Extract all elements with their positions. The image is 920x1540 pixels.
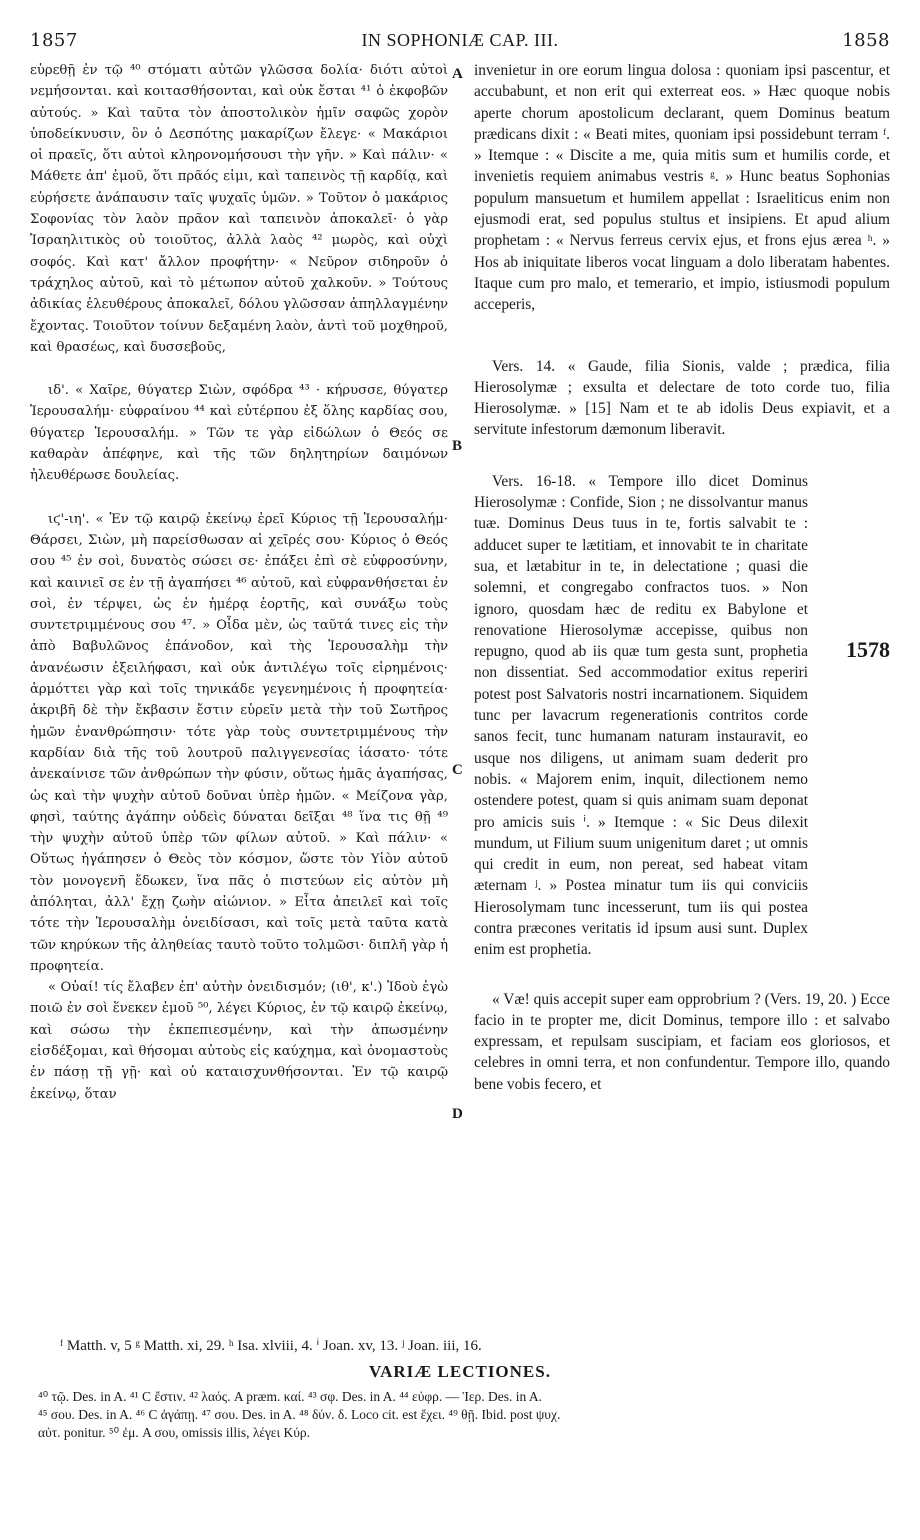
greek-paragraph-2: ιδ'. « Χαῖρε, θύγατερ Σιὼν, σφόδρα ⁴³ · κήρυσσε, θύγατερ Ἱερουσαλήμ· εὐφραίνου ⁴⁴ καὶ εὐτέρπου ἐξ ὅλης καρδίας σου, θύγατερ Ἱερουσαλήμ. » Τῶν τε γὰρ εἰδώλων ὁ Θεός σε καθαρὰν ἀπέφηνε, καὶ τῆς τῶν δηλητηρίων δαιμόνων ἠλευθέρωσε δουλείας. [30, 383, 448, 484]
running-head [30, 30, 890, 60]
variae-line-3: αὐτ. ponitur. ⁵⁰ ἐμ. A σου, omissis illis, λέγει Κύρ. [38, 1425, 310, 1440]
page-title: IN SOPHONIÆ CAP. III. [361, 30, 559, 50]
latin-paragraph-3: Vers. 16-18. « Tempore illo dicet Dominus Hierosolymæ : Confide, Sion ; ne dissolvantur manus tuæ. Dominus Deus tuus in te, fortis salvabit te : adducet super te lætitiam, et innovabit te in charitate sua, et lætabitur in te, in delectatione ; quasi die solemni, et congregabo confractos tuos. » Non ignoro, quosdam hæc de reditu ex Babylone et renovatione Hierosolymæ accepisse, quibus non repugno, quod ab iis quæ tum gesta sunt, prophetia non dissentiat. Sed accommodatior exitus reperiri potest post Salvatoris nostri incarnationem. Siquidem tunc per lavacrum regenerationis contritos corde sanos fecit, tunc humanam naturam instauravit, eo usque nos diligens, ut animam suam dederit pro nobis. « Majorem enim, inquit, dilectionem nemo ostendere potest, quam si quis animam suam deponat pro amicis suis ⁱ. » Itemque : « Sic Deus dilexit mundum, ut Filium suum unigenitum daret ; ut omnis qui credit in eum, non pereat, sed habeat vitam æternam ʲ. » Postea minatur tum iis qui conviciis Hierosolymam tunc incesserunt, tum iis qui postea contra præcones veritatis id ipsum ausi sunt. Duplex enim est prophetia. [474, 472, 808, 959]
margin-letter-b: B [452, 438, 463, 454]
variae-line-1: ⁴⁰ τῷ. Des. in A. ⁴¹ C ἔστιν. ⁴² λαός. A præm. καί. ⁴³ σφ. Des. in A. ⁴⁴ εὐφρ. — Ἱερ. Des. in A. [38, 1389, 543, 1404]
latin-column [474, 60, 890, 1095]
margin-letter-d: D [452, 1106, 463, 1122]
latin-paragraph-1: invenietur in ore eorum lingua dolosa : quoniam ipsi pascentur, et accubabunt, et non erit qui exterreat eos. » Hæc quoque nobis aperte chorum apostolicum declarant, quem Dominus beatum prædicans dixit : « Beati mites, quoniam ipsi possidebunt terram ᶠ. » Itemque : « Discite a me, quia mitis sum et humilis corde, et invenietis requiem animabus vestris ᵍ. » Hunc beatus Sophonias populum mansuetum et humilem appellat : Israeliticus enim non ejusmodi erat, sed populus stultus et insipiens. Et apud alium prophetam : « Nervus ferreus cervix ejus, et frons ejus ærea ʰ. » Hos ab iniquitate liberos vocat linguam a dolo liberatam habentes. Itaque cum pro malo, et temerario, et impio, istiusmodi populum acceperis, [474, 62, 890, 314]
margin-letter-c: C [452, 762, 463, 778]
greek-paragraph-1: εὑρεθῇ ἐν τῷ ⁴⁰ στόματι αὐτῶν γλῶσσα δολία· διότι αὐτοὶ νεμήσονται. καὶ κοιτασθήσονται, καὶ οὐκ ἔσται ⁴¹ ὁ ἐκφοβῶν αὐτούς. » Καὶ ταῦτα τὸν ἀποστολικὸν ἡμῖν σαφῶς χορὸν ὑποδείκνυσιν, ὃν ὁ Δεσπότης μακαρίζων ἔλεγε· « Μακάριοι οἱ πραεῖς, ὅτι αὐτοὶ κληρονομήσουσι τὴν γῆν. » Καὶ πάλιν· « Μάθετε ἀπ' ἐμοῦ, ὅτι πρᾶός εἰμι, καὶ ταπεινὸς τῇ καρδίᾳ, καὶ εὑρήσετε ἀνάπαυσιν ταῖς ψυχαῖς ὑμῶν. » Τοῦτον ὁ μακάριος Σοφονίας τὸν λαὸν πρᾶον καὶ ταπεινὸν ἀποκαλεῖ· ὁ γὰρ Ἰσραηλιτικὸς οὐ τοιοῦτος, ἀλλὰ λαὸς ⁴² μωρὸς, καὶ οὐχὶ σοφός. Καὶ κατ' ἄλλον προφήτην· « Νεῦρον σιδηροῦν ὁ τράχηλος αὐτοῦ, καὶ τὸ μέτωπον αὐτοῦ χαλκοῦν. » Τούτους ἀδικίας ἐλευθέρους ἀποκαλεῖ, δόλου γλῶσσαν ἀπηλλαγμένην ἔχοντας. Τοιοῦτον τοίνυν δεξαμένη λαὸν, ἀντὶ τοῦ μοχθηροῦ, καὶ θρασέως, καὶ δυσσεβοῦς, [30, 63, 448, 355]
greek-column [30, 60, 448, 1105]
left-column-number: 1857 [30, 30, 78, 51]
latin-paragraph-4: « Væ! quis accepit super eam opprobrium ? (Vers. 19, 20. ) Ecce facio in te propter me, dicit Dominus, tempore illo : et salvabo expressam, et repulsam suscipiam, et faciam eos gloriosos, et celebres in omni terra, et non confundentur. Tempore illo, quando bene vobis fecero, et [474, 990, 890, 1093]
column-marker-number: 1578 [846, 637, 890, 662]
latin-paragraph-2: Vers. 14. « Gaude, filia Sionis, valde ; prædica, filia Hierosolymæ ; exsulta et delectare de toto corde tuo, filia Hierosolymæ. » [15] Nam et te ab idolis Deus expiavit, et a servitute infestorum dæmonum liberavit. [474, 357, 890, 439]
greek-paragraph-4: « Οὐαί! τίς ἔλαβεν ἐπ' αὐτὴν ὀνειδισμόν; (ιθ', κ'.) Ἰδοὺ ἐγὼ ποιῶ ἐν σοὶ ἕνεκεν ἐμοῦ ⁵⁰, λέγει Κύριος, ἐν τῷ καιρῷ ἐκείνῳ, καὶ σώσω τὴν ἐκπεπιεσμένην, καὶ τὴν ἀπωσμένην εἰσδέξομαι, καὶ θήσομαι αὐτοὺς εἰς καύχημα, καὶ ὀνομαστοὺς ἐν πάσῃ τῇ γῇ· καὶ οὐ καταισχυνθήσονται. Ἐν τῷ καιρῷ ἐκείνῳ, ὅταν [30, 980, 448, 1102]
footnote-references: ᶠ Matth. v, 5 ᵍ Matth. xi, 29. ʰ Isa. xlviii, 4. ⁱ Joan. xv, 13. ʲ Joan. iii, 16. [60, 1338, 482, 1354]
right-column-number: 1858 [842, 30, 890, 51]
variae-lectiones-title: VARIÆ LECTIONES. [369, 1362, 551, 1381]
margin-letter-a: A [452, 66, 463, 82]
variae-line-2: ⁴⁵ σου. Des. in A. ⁴⁶ C ἀγάπῃ. ⁴⁷ σου. Des. in A. ⁴⁸ δύν. δ. Loco cit. est ἔχει. ⁴⁹ θῇ. Ibid. post ψυχ. [38, 1407, 561, 1422]
variae-lectiones [38, 1388, 890, 1442]
greek-paragraph-3: ιϛ'-ιη'. « Ἐν τῷ καιρῷ ἐκείνῳ ἐρεῖ Κύριος τῇ Ἱερουσαλήμ· Θάρσει, Σιὼν, μὴ παρείσθωσαν αἱ χεῖρές σου· Κύριος ὁ Θεός σου ⁴⁵ ἐν σοὶ, δυνατὸς σώσει σε· ἐπάξει ἐπὶ σὲ εὐφροσύνην, καὶ καινιεῖ σε ἐν τῇ ἀγαπήσει ⁴⁶ αὐτοῦ, καὶ εὐφρανθήσεται ἐν σοὶ, ἐν τέρψει, ὡς ἐν ἡμέρᾳ ἑορτῆς, καὶ συνάξω τοὺς συντετριμμένους σου ⁴⁷. » Οἶδα μὲν, ὡς ταῦτά τινες εἰς τὴν ἀπὸ Βαβυλῶνος ἐπάνοδον, καὶ τὴς Ἱερουσαλὴμ τὴν ἀνανέωσιν ἐξειλήφασι, καὶ οὐκ ἀντιλέγω τοῖς εἰρημένοις· ἁρμόττει γὰρ καὶ τοῖς τηνικάδε γεγενημένοις ἡ προφητεία· ἀκριβῆ δὲ τὴν ἔκβασιν ἔστιν εὑρεῖν μετὰ τὴν τοῦ Σωτῆρος ἡμῶν ἐνανθρώπησιν· τότε γὰρ τοὺς συντετριμμένους τὴν καρδίαν διὰ τῆς τοῦ λουτροῦ παλιγγενεσίας ἰάσατο· τότε ἀνεκαίνισε τῶν ἀνθρώπων τὴν φύσιν, οὕτως ἡμᾶς ἀγαπήσας, ὡς καὶ τὴν ψυχὴν αὐτοῦ δοῦναι ὑπὲρ ἡμῶν. « Μείζονα γὰρ, φησὶ, ταύτης ἀγάπην οὐδεὶς δύναται δεῖξαι ⁴⁸ ἵνα τις θῇ ⁴⁹ τὴν ψυχὴν αὐτοῦ ὑπὲρ τῶν φίλων αὐτοῦ. » Καὶ πάλιν· « Οὕτως ἠγάπησεν ὁ Θεὸς τὸν κόσμον, ὥστε τὸν Υἱὸν αὐτοῦ τὸν μονογενῆ ἔδωκεν, ἵνα πᾶς ὁ πιστεύων εἰς αὐτὸν μὴ ἀπόληται, ἀλλ' ἔχῃ ζωὴν αἰώνιον. » Εἶτα ἀπειλεῖ καὶ τοῖς τότε τὴν Ἱερουσαλὴμ ὀνειδίσασι, καὶ τοῖς μετὰ ταῦτα κατὰ τῶν κηρύκων τῆς ἀληθείας ταυτὸ τοῦτο τολμῶσι· διπλῆ γὰρ ἡ προφητεία. [30, 511, 448, 974]
